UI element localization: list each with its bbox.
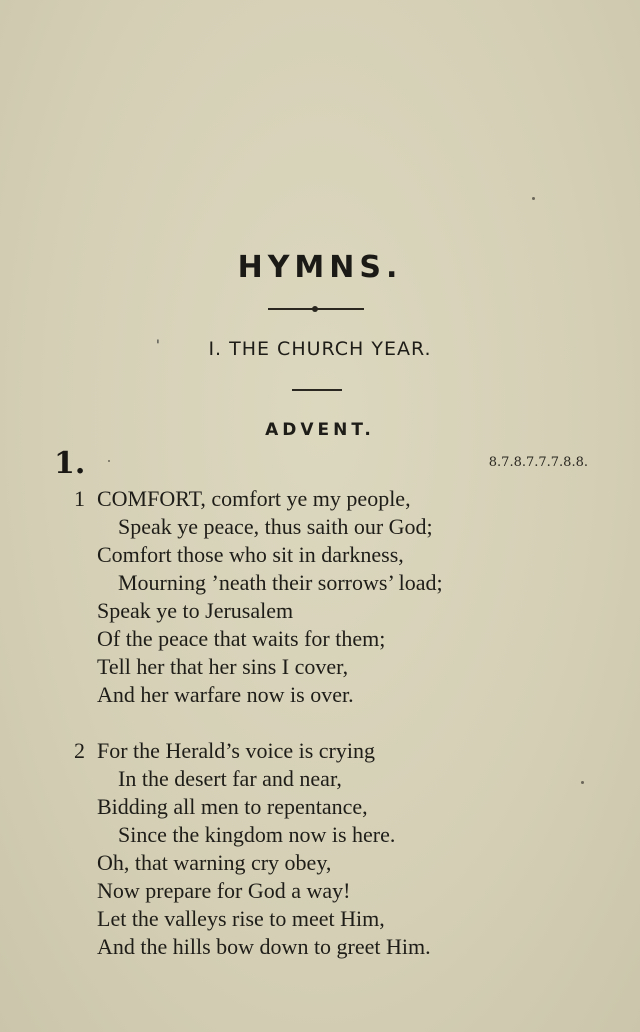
hymn-number: 1.: [54, 446, 86, 481]
stanza-number: 2: [74, 738, 85, 763]
section-mark: ': [156, 338, 160, 354]
paper-speck: [581, 781, 584, 784]
verse-line: COMFORT, comfort ye my people,: [97, 486, 411, 511]
verse-line: Speak ye peace, thus saith our God;: [118, 514, 433, 539]
verse-line: Comfort those who sit in darkness,: [97, 542, 404, 567]
verse-line: Tell her that her sins I cover,: [97, 654, 349, 679]
verse-line: Speak ye to Jerusalem: [97, 598, 294, 623]
ornamental-rule-dot: [312, 306, 318, 312]
verse-line: In the desert far and near,: [118, 766, 342, 791]
verse-line: For the Herald’s voice is crying: [97, 738, 375, 763]
verse-line: Oh, that warning cry obey,: [97, 850, 332, 875]
verse-line: Bidding all men to repentance,: [97, 794, 368, 819]
verse-line: Now prepare for God a way!: [97, 878, 351, 903]
verse-line: And the hills bow down to greet Him.: [97, 934, 431, 959]
subsection-heading: ADVENT.: [265, 420, 375, 440]
page-title: HYMNS.: [237, 250, 403, 285]
verse-line: Since the kingdom now is here.: [118, 822, 396, 847]
section-heading: I. THE CHURCH YEAR.: [208, 338, 432, 360]
verse-line: And her warfare now is over.: [97, 682, 354, 707]
verse-line: Mourning ’neath their sorrows’ load;: [118, 570, 443, 595]
hymn-meter: 8.7.8.7.7.7.8.8.: [488, 455, 588, 470]
section-divider: [292, 389, 342, 391]
paper-speck: [108, 460, 110, 462]
verse-line: Of the peace that waits for them;: [97, 626, 386, 651]
stanza-number: 1: [74, 486, 85, 511]
verse-line: Let the valleys rise to meet Him,: [97, 906, 385, 931]
paper-speck: [532, 197, 535, 200]
